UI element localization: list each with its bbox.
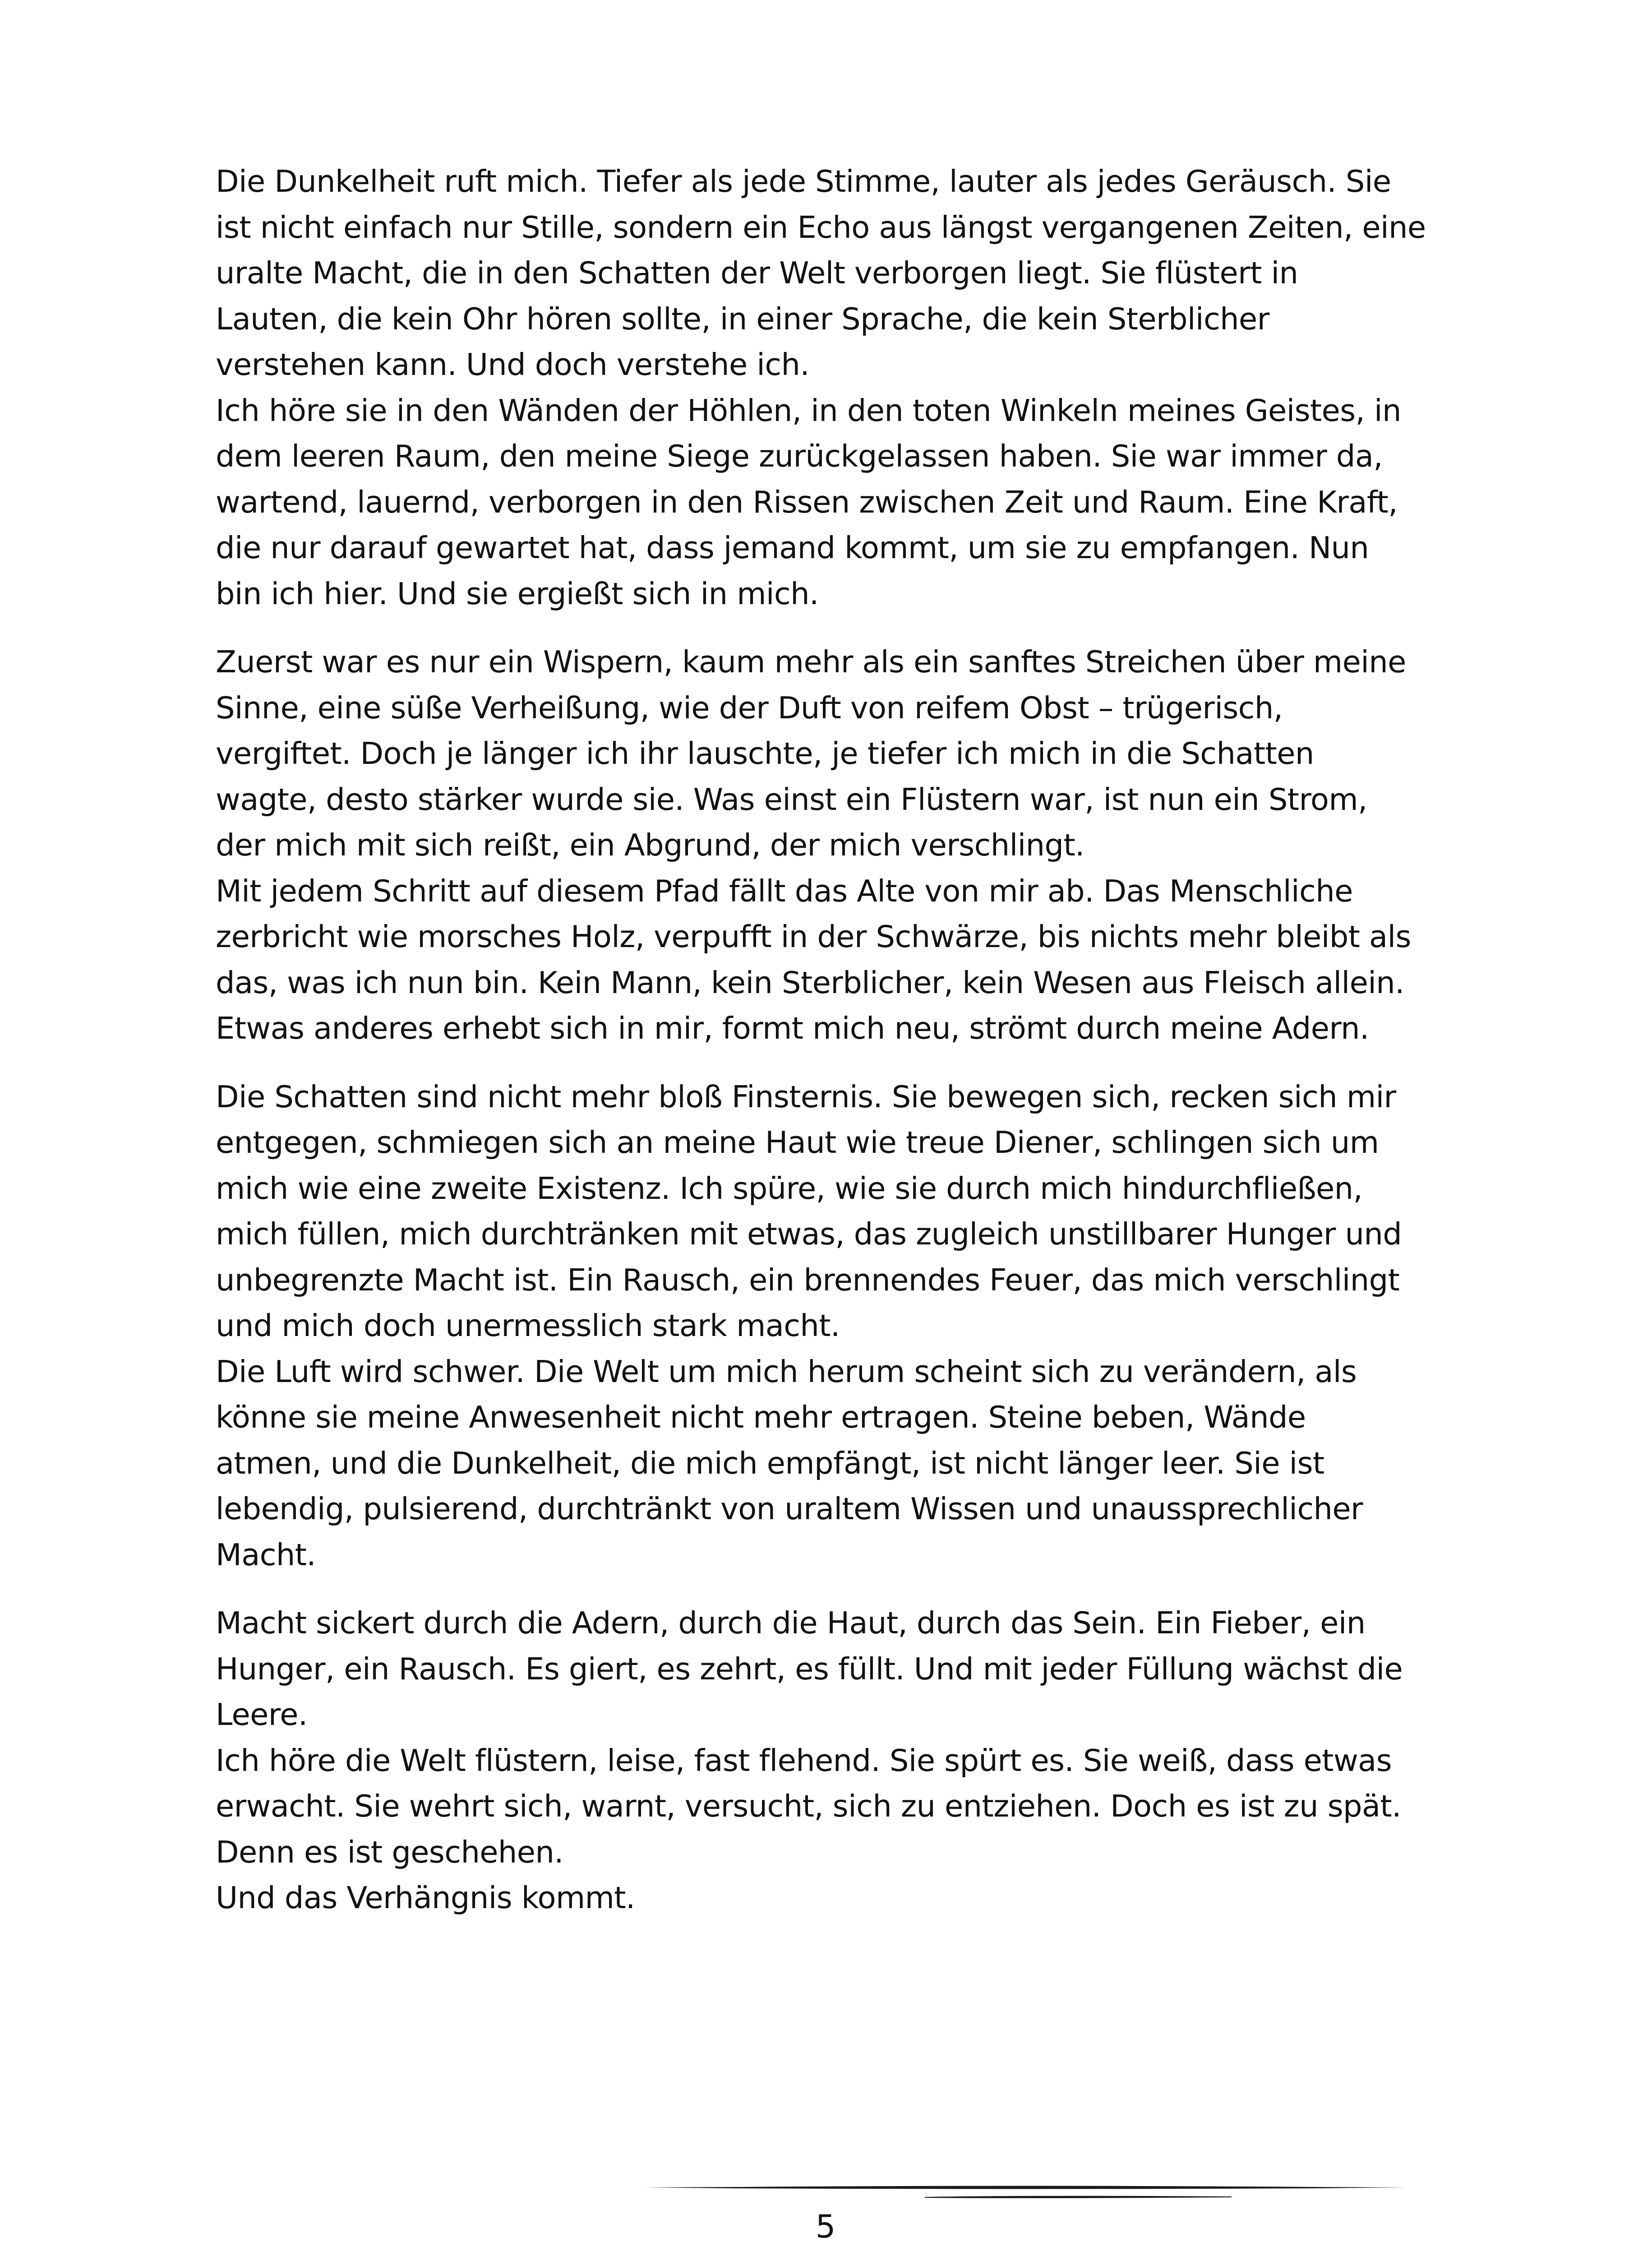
text-line: Lauten, die kein Ohr hören sollte, in einer Sprache, die kein Sterblicher — [216, 301, 1269, 337]
text-line: Zuerst war es nur ein Wispern, kaum mehr als ein sanftes Streichen über meine — [216, 644, 1406, 680]
text-line: Leere. — [216, 1697, 308, 1732]
text-line: vergiftet. Doch je länger ich ihr lauschte, je tiefer ich mich in die Schatten — [216, 736, 1314, 771]
text-line: könne sie meine Anwesenheit nicht mehr ertragen. Steine beben, Wände — [216, 1400, 1306, 1435]
text-line: Denn es ist geschehen. — [216, 1834, 563, 1870]
text-line: lebendig, pulsierend, durchtränkt von uraltem Wissen und unaussprechlicher — [216, 1491, 1363, 1526]
paragraph-2 — [216, 639, 1470, 1052]
text-line: der mich mit sich reißt, ein Abgrund, der mich verschlingt. — [216, 828, 1084, 863]
text-line: Die Schatten sind nicht mehr bloß Finsternis. Sie bewegen sich, recken sich mir — [216, 1079, 1396, 1114]
text-line: wartend, lauernd, verborgen in den Rissen zwischen Zeit und Raum. Eine Kraft, — [216, 484, 1398, 520]
text-line: erwacht. Sie wehrt sich, warnt, versucht, sich zu entziehen. Doch es ist zu spät. — [216, 1789, 1401, 1824]
footer-divider — [645, 2183, 1407, 2201]
text-line: Etwas anderes erhebt sich in mir, formt mich neu, strömt durch meine Adern. — [216, 1011, 1369, 1046]
text-line: Macht. — [216, 1537, 316, 1572]
page-number: 5 — [815, 2208, 836, 2245]
paragraph-3 — [216, 1074, 1470, 1578]
text-line: verstehen kann. Und doch verstehe ich. — [216, 347, 810, 382]
text-line: Die Luft wird schwer. Die Welt um mich herum scheint sich zu verändern, als — [216, 1354, 1357, 1389]
text-line: bin ich hier. Und sie ergießt sich in mich. — [216, 576, 819, 611]
text-line: Ich höre die Welt flüstern, leise, fast flehend. Sie spürt es. Sie weiß, dass etwas — [216, 1743, 1392, 1778]
text-line: Mit jedem Schritt auf diesem Pfad fällt das Alte von mir ab. Das Menschliche — [216, 873, 1353, 909]
text-line: Sinne, eine süße Verheißung, wie der Duft von reifem Obst – trügerisch, — [216, 690, 1283, 726]
text-line: Die Dunkelheit ruft mich. Tiefer als jede Stimme, lauter als jedes Geräusch. Sie — [216, 164, 1391, 199]
text-line: dem leeren Raum, den meine Siege zurückgelassen haben. Sie war immer da, — [216, 439, 1383, 474]
text-line: und mich doch unermesslich stark macht. — [216, 1308, 840, 1343]
paragraph-1 — [216, 159, 1470, 617]
text-line: atmen, und die Dunkelheit, die mich empfängt, ist nicht länger leer. Sie ist — [216, 1445, 1324, 1481]
text-line: das, was ich nun bin. Kein Mann, kein Sterblicher, kein Wesen aus Fleisch allein. — [216, 965, 1404, 1000]
text-line: ist nicht einfach nur Stille, sondern ein Echo aus längst vergangenen Zeiten, eine — [216, 209, 1426, 245]
text-line: mich füllen, mich durchtränken mit etwas, das zugleich unstillbarer Hunger und — [216, 1216, 1402, 1252]
text-line: mich wie eine zweite Existenz. Ich spüre, wie sie durch mich hindurchfließen, — [216, 1170, 1363, 1206]
text-line: uralte Macht, die in den Schatten der Welt verborgen liegt. Sie flüstert in — [216, 255, 1298, 291]
text-line: Hunger, ein Rausch. Es giert, es zehrt, es füllt. Und mit jeder Füllung wächst die — [216, 1651, 1403, 1687]
text-line: die nur darauf gewartet hat, dass jemand kommt, um sie zu empfangen. Nun — [216, 530, 1369, 565]
text-line: wagte, desto stärker wurde sie. Was einst ein Flüstern war, ist nun ein Strom, — [216, 781, 1367, 817]
paragraph-4 — [216, 1600, 1470, 1921]
text-line: Ich höre sie in den Wänden der Höhlen, in den toten Winkeln meines Geistes, in — [216, 393, 1401, 428]
text-line: Und das Verhängnis kommt. — [216, 1880, 635, 1915]
text-line: zerbricht wie morsches Holz, verpufft in der Schwärze, bis nichts mehr bleibt als — [216, 919, 1411, 954]
text-line: entgegen, schmiegen sich an meine Haut wie treue Diener, schlingen sich um — [216, 1125, 1379, 1160]
text-line: Macht sickert durch die Adern, durch die Haut, durch das Sein. Ein Fieber, ein — [216, 1605, 1366, 1641]
text-line: unbegrenzte Macht ist. Ein Rausch, ein brennendes Feuer, das mich verschlingt — [216, 1262, 1400, 1298]
body-text — [216, 159, 1470, 1921]
